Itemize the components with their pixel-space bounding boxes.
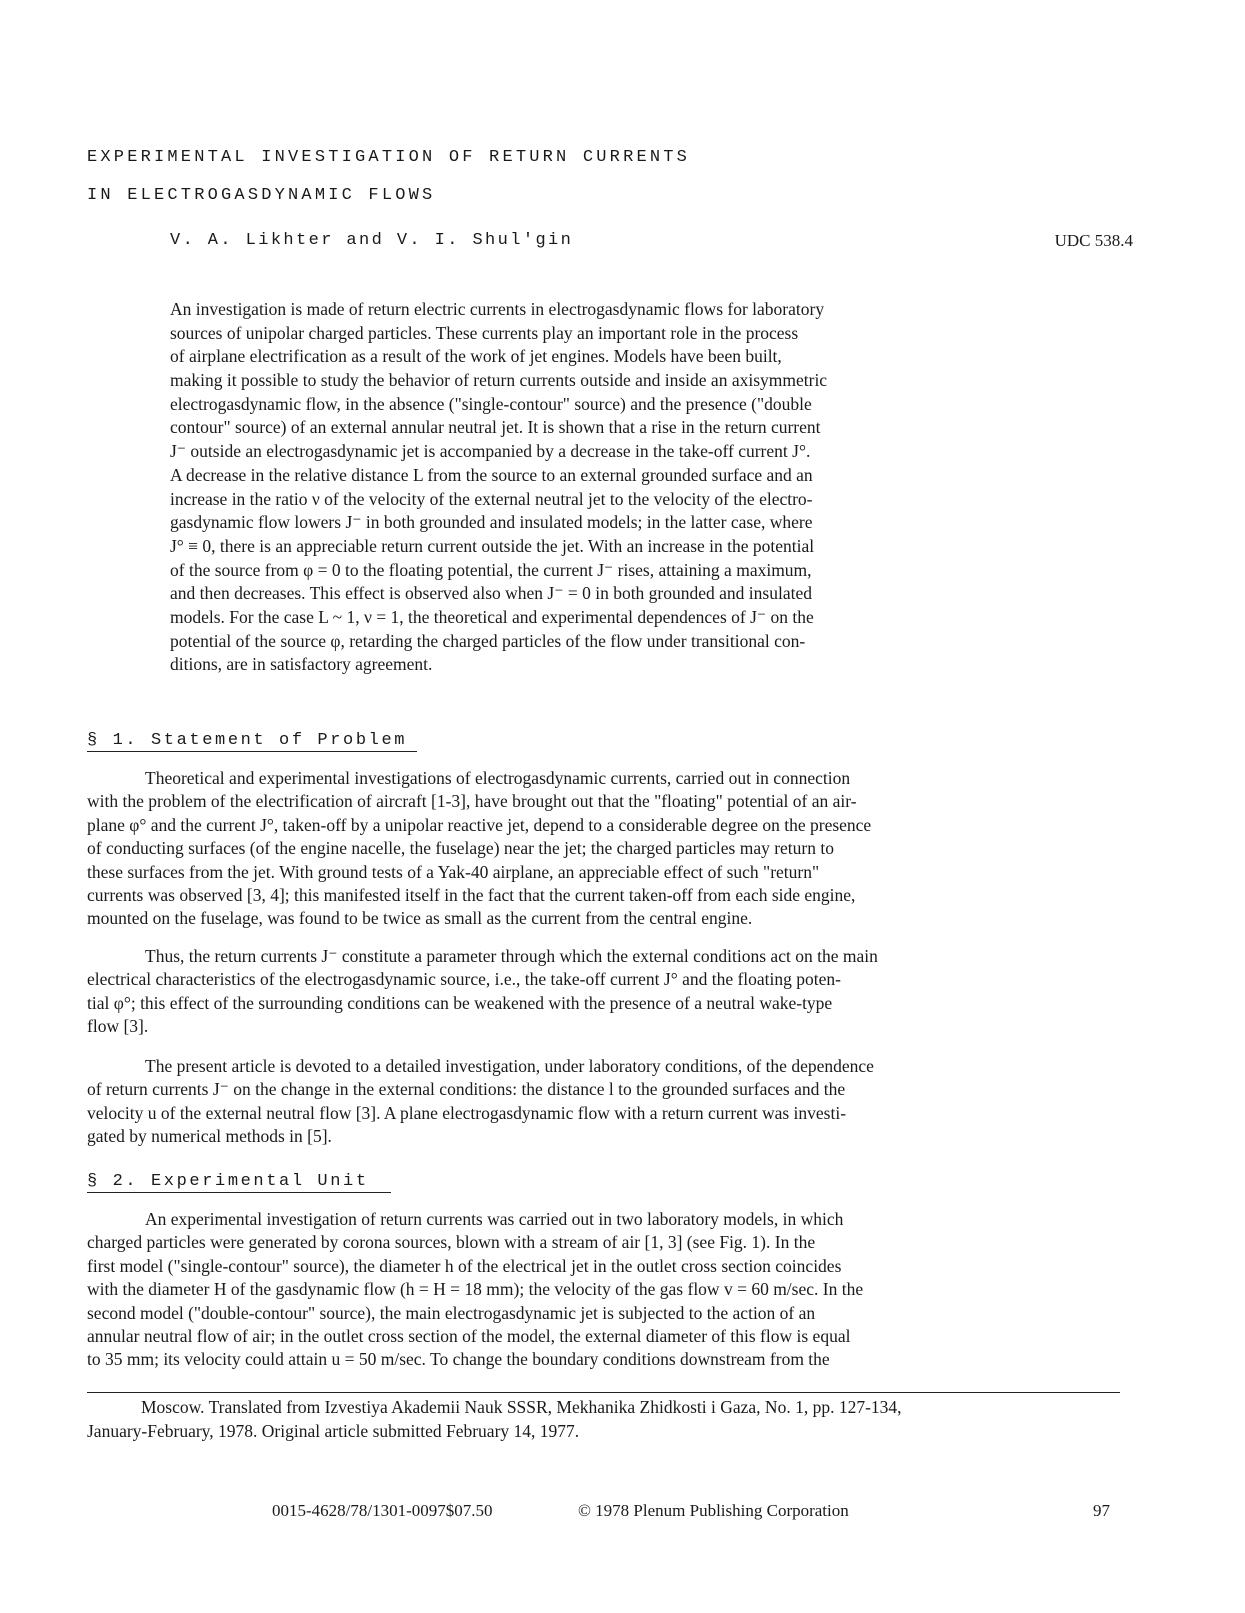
udc-code: UDC 538.4: [1054, 231, 1133, 250]
abstract-line: gasdynamic flow lowers J⁻ in both grounded and insulated models; in the latter case, where: [170, 512, 813, 533]
section-2-heading: § 2. Experimental Unit: [87, 1172, 391, 1193]
body-line: first model ("single-contour" source), the diameter h of the electrical jet in the outlet cross section coincides: [87, 1255, 842, 1276]
section-1-paragraph-1: [87, 767, 1147, 931]
abstract-line: models. For the case L ~ 1, ν = 1, the theoretical and experimental dependences of J⁻ on the: [170, 606, 814, 627]
abstract-line: electrogasdynamic flow, in the absence ("single-contour" source) and the presence ("double: [170, 393, 812, 414]
abstract-line: of the source from φ = 0 to the floating potential, the current J⁻ rises, attaining a maximum,: [170, 559, 812, 580]
paper-title-line-2: IN ELECTROGASDYNAMIC FLOWS: [87, 186, 436, 205]
abstract-line: J° ≡ 0, there is an appreciable return current outside the jet. With an increase in the potential: [170, 535, 815, 556]
abstract-line: potential of the source φ, retarding the charged particles of the flow under transitional con-: [170, 630, 806, 651]
footnote-line: Moscow. Translated from Izvestiya Akademii Nauk SSSR, Mekhanika Zhidkosti i Gaza, No. 1, pp. 127-134,: [141, 1397, 902, 1417]
footnote-line: January-February, 1978. Original article submitted February 14, 1977.: [87, 1420, 580, 1441]
abstract-line: contour" source) of an external annular neutral jet. It is shown that a rise in the return current: [170, 417, 821, 438]
body-line: these surfaces from the jet. With ground tests of a Yak-40 airplane, an appreciable effect of such "return": [87, 861, 820, 882]
body-line: of return currents J⁻ on the change in the external conditions: the distance l to the grounded surfaces and the: [87, 1079, 846, 1100]
authors: V. A. Likhter and V. I. Shul'gin: [170, 231, 574, 250]
abstract: [170, 298, 1070, 677]
abstract-line: J⁻ outside an electrogasdynamic jet is accompanied by a decrease in the take-off current J°.: [170, 441, 811, 462]
body-line: second model ("double-contour" source), the main electrogasdynamic jet is subjected to the action of an: [87, 1302, 816, 1323]
abstract-line: An investigation is made of return electric currents in electrogasdynamic flows for laboratory: [170, 299, 825, 319]
body-line: An experimental investigation of return currents was carried out in two laboratory models, in which: [145, 1209, 844, 1229]
abstract-line: sources of unipolar charged particles. These currents play an important role in the process: [170, 322, 799, 343]
body-line: Theoretical and experimental investigations of electrogasdynamic currents, carried out in connection: [145, 768, 851, 788]
body-line: with the problem of the electrification of aircraft [1-3], have brought out that the "floating" potential of an air-: [87, 791, 857, 812]
body-line: gated by numerical methods in [5].: [87, 1126, 332, 1147]
body-line: charged particles were generated by corona sources, blown with a stream of air [1, 3] (see Fig. 1). In the: [87, 1232, 816, 1253]
copyright: © 1978 Plenum Publishing Corporation: [578, 1501, 849, 1520]
body-line: annular neutral flow of air; in the outlet cross section of the model, the external diameter of this flow is equal: [87, 1325, 851, 1346]
body-line: electrical characteristics of the electrogasdynamic source, i.e., the take-off current J° and the floating poten-: [87, 969, 841, 990]
body-line: to 35 mm; its velocity could attain u = 50 m/sec. To change the boundary conditions downstream from the: [87, 1349, 830, 1370]
body-line: with the diameter H of the gasdynamic flow (h = H = 18 mm); the velocity of the gas flow v = 60 m/sec. In the: [87, 1279, 864, 1300]
footnote-rule: [87, 1392, 1120, 1393]
body-line: plane φ° and the current J°, taken-off by a unipolar reactive jet, depend to a considerable degree on the presence: [87, 814, 872, 835]
abstract-line: ditions, are in satisfactory agreement.: [170, 654, 433, 675]
abstract-line: increase in the ratio ν of the velocity of the external neutral jet to the velocity of the electro-: [170, 488, 813, 509]
body-line: The present article is devoted to a detailed investigation, under laboratory conditions, of the dependence: [145, 1056, 874, 1076]
body-line: flow [3].: [87, 1016, 149, 1037]
abstract-line: A decrease in the relative distance L from the source to an external grounded surface and an: [170, 464, 813, 485]
body-line: currents was observed [3, 4]; this manifested itself in the fact that the current taken-off from each side engine,: [87, 884, 856, 905]
abstract-line: of airplane electrification as a result of the work of jet engines. Models have been built,: [170, 346, 782, 367]
section-1-heading: § 1. Statement of Problem: [87, 731, 417, 752]
body-line: Thus, the return currents J⁻ constitute a parameter through which the external conditions act on the main: [145, 946, 878, 966]
page-number: 97: [1093, 1501, 1110, 1520]
section-1-paragraph-2: [87, 945, 1147, 1039]
section-2-paragraph-1: [87, 1208, 1147, 1372]
body-line: velocity u of the external neutral flow [3]. A plane electrogasdynamic flow with a return current was investi-: [87, 1102, 847, 1123]
paper-title-line-1: EXPERIMENTAL INVESTIGATION OF RETURN CURRENTS: [87, 148, 691, 167]
footnote: [87, 1396, 1147, 1443]
body-line: tial φ°; this effect of the surrounding conditions can be weakened with the presence of a neutral wake-type: [87, 992, 833, 1013]
body-line: mounted on the fuselage, was found to be twice as small as the current from the central engine.: [87, 908, 753, 929]
abstract-line: and then decreases. This effect is observed also when J⁻ = 0 in both grounded and insulated: [170, 583, 812, 604]
body-line: of conducting surfaces (of the engine nacelle, the fuselage) near the jet; the charged particles may return to: [87, 838, 834, 859]
section-1-paragraph-3: [87, 1055, 1147, 1149]
abstract-line: making it possible to study the behavior of return currents outside and inside an axisymmetric: [170, 370, 828, 391]
article-code: 0015-4628/78/1301-0097$07.50: [272, 1501, 493, 1520]
